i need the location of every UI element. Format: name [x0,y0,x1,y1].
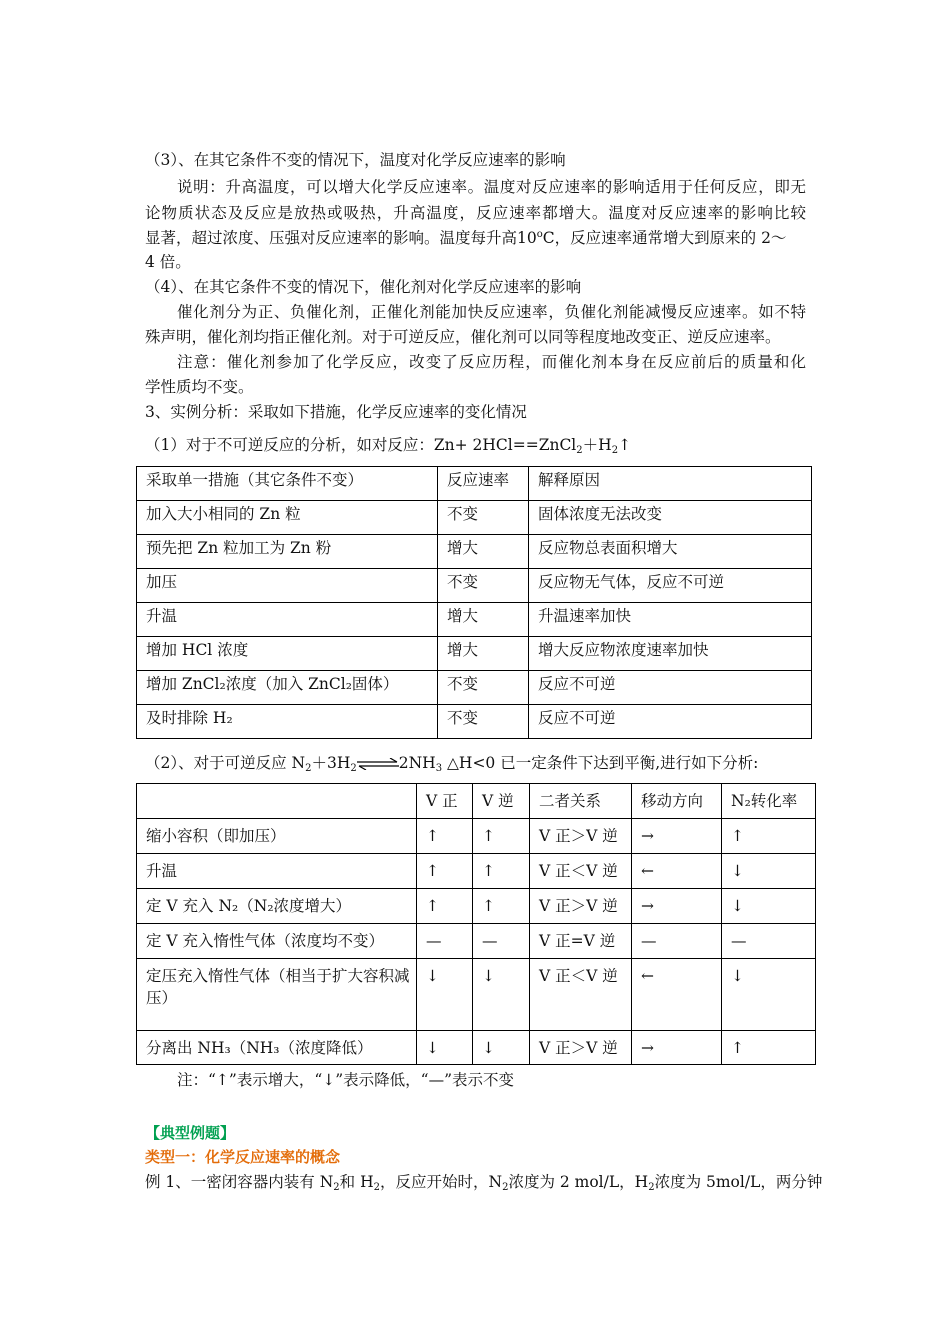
example-1-text: 例 1、一密闭容器内装有 $N_2$和 $H_2$，反应开始时，$N_2$浓度为 2 mol/L，$H_2$浓度为 5mol/L，两分钟 [145,1173,823,1193]
table2-cell: V 正＞V 逆 [530,1031,632,1065]
table1-cell: 加压 [137,569,438,603]
table2-cell: → [632,819,722,854]
table2-cell: ↑ [417,819,473,854]
section-4-heading: （4）、在其它条件不变的情况下，催化剂对化学反应速率的影响 [145,278,582,296]
section-4-note-line: 注意：催化剂参加了化学反应，改变了反应历程，而催化剂本身在反应前后的质量和化 [177,353,806,371]
table2-cell: ↓ [473,959,530,1031]
table2-cell: — [417,924,473,959]
table2-cell: ↑ [722,1031,816,1065]
case-1-intro: （1）对于不可逆反应的分析，如对反应：$Zn+ 2HCl==ZnCl_2+H_2↑$ [145,436,632,456]
table1-cell: 增大反应物浓度速率加快 [529,637,812,671]
table2-row [137,1031,816,1065]
table2-cell: ↑ [417,889,473,924]
table2-header-cell: 移动方向 [632,784,722,819]
table2-cell: V 正=V 逆 [530,924,632,959]
table1-cell: 不变 [438,671,529,705]
table2-cell: 定 V 充入惰性气体（浓度均不变） [137,924,417,959]
table1-row [137,671,812,705]
table1-cell: 反应不可逆 [529,671,812,705]
table2-cell: ↑ [473,854,530,889]
section-3-paragraph-line: 论物质状态及反应是放热或吸热，升高温度，反应速率都增大。温度对反应速率的影响比较 [145,204,806,222]
table2-cell: ↓ [417,1031,473,1065]
case-analysis-heading: 3、实例分析：采取如下措施，化学反应速率的变化情况 [145,403,527,421]
table2-cell: 升温 [137,854,417,889]
table1-cell: 不变 [438,569,529,603]
table1-cell: 及时排除 H₂ [137,705,438,739]
table2-cell: ↑ [473,819,530,854]
table1-row [137,501,812,535]
table1-cell: 升温速率加快 [529,603,812,637]
table1-cell: 反应物无气体，反应不可逆 [529,569,812,603]
table1-row [137,637,812,671]
irreversible-reaction-table [136,466,812,739]
section-4-paragraph-line: 殊声明，催化剂均指正催化剂。对于可逆反应，催化剂可以同等程度地改变正、逆反应速率。 [145,328,781,346]
reversible-reaction-table [136,783,816,1065]
section-3-paragraph-line: 说明：升高温度，可以增大化学反应速率。温度对反应速率的影响适用于任何反应，即无 [177,178,806,196]
table2-cell: — [722,924,816,959]
table1-cell: 预先把 Zn 粒加工为 Zn 粉 [137,535,438,569]
table2-cell: ↓ [722,854,816,889]
table2-cell: 定 V 充入 N₂（N₂浓度增大） [137,889,417,924]
table1-header-cell: 解释原因 [529,467,812,501]
table1-cell: 反应物总表面积增大 [529,535,812,569]
table1-header-cell: 采取单一措施（其它条件不变） [137,467,438,501]
table2-cell: ↓ [473,1031,530,1065]
table-note: 注：“↑”表示增大，“↓”表示降低，“—”表示不变 [177,1071,515,1089]
table2-cell: ↑ [473,889,530,924]
table1-cell: 加入大小相同的 Zn 粒 [137,501,438,535]
table2-cell: ↑ [722,819,816,854]
table1-cell: 增大 [438,535,529,569]
table2-cell: — [473,924,530,959]
table1-header-row [137,467,812,501]
table2-cell: 分离出 NH₃（NH₃（浓度降低） [137,1031,417,1065]
table1-cell: 固体浓度无法改变 [529,501,812,535]
table2-header-cell: V 正 [417,784,473,819]
table2-row [137,889,816,924]
section-4-paragraph-line: 催化剂分为正、负催化剂，正催化剂能加快反应速率，负催化剂能减慢反应速率。如不特 [177,303,806,321]
table2-cell: ↓ [417,959,473,1031]
table2-cell: → [632,1031,722,1065]
table2-cell: ← [632,959,722,1031]
table1-header-cell: 反应速率 [438,467,529,501]
case-2-intro: （2）、对于可逆反应 $N_2+3H_2$ $2NH_3$ △H<0 已一定条件下达到平衡,进行如下分析: [145,754,759,774]
table1-cell: 增大 [438,637,529,671]
table1-cell: 升温 [137,603,438,637]
section-3-heading: （3）、在其它条件不变的情况下，温度对化学反应速率的影响 [145,151,566,169]
table2-cell: V 正＞V 逆 [530,889,632,924]
table2-row [137,819,816,854]
table1-cell: 不变 [438,501,529,535]
table2-row [137,959,816,1031]
table1-row [137,603,812,637]
table1-cell: 增大 [438,603,529,637]
typical-examples-heading: 【典型例题】 [145,1124,236,1142]
table2-header-cell [137,784,417,819]
table1-cell: 不变 [438,705,529,739]
type-1-heading: 类型一：化学反应速率的概念 [145,1148,341,1166]
table2-cell: V 正＜V 逆 [530,959,632,1031]
table2-header-row [137,784,816,819]
section-3-paragraph-line: 显著，超过浓度、压强对反应速率的影响。温度每升高10$^o$C，反应速率通常增大到原来的 2～ [145,229,787,247]
table2-cell: ← [632,854,722,889]
table2-row [137,924,816,959]
equilibrium-arrows-icon [357,758,399,770]
table2-header-cell: 二者关系 [530,784,632,819]
table2-cell: V 正＜V 逆 [530,854,632,889]
table1-cell: 增加 HCl 浓度 [137,637,438,671]
table2-cell: → [632,889,722,924]
table2-cell: 定压充入惰性气体（相当于扩大容积减压） [137,959,417,1031]
table2-header-cell: V 逆 [473,784,530,819]
table2-cell: ↓ [722,889,816,924]
table1-row [137,569,812,603]
table1-cell: 反应不可逆 [529,705,812,739]
table2-cell: ↓ [722,959,816,1031]
section-4-note-line: 学性质均不变。 [145,378,254,396]
section-3-paragraph-line: 4 倍。 [145,253,191,271]
table1-row [137,705,812,739]
table2-cell: — [632,924,722,959]
table1-row [137,535,812,569]
table2-cell: V 正＞V 逆 [530,819,632,854]
table2-cell: ↑ [417,854,473,889]
table2-header-cell: N₂转化率 [722,784,816,819]
table1-cell: 增加 ZnCl₂浓度（加入 ZnCl₂固体） [137,671,438,705]
table2-cell: 缩小容积（即加压） [137,819,417,854]
table2-row [137,854,816,889]
